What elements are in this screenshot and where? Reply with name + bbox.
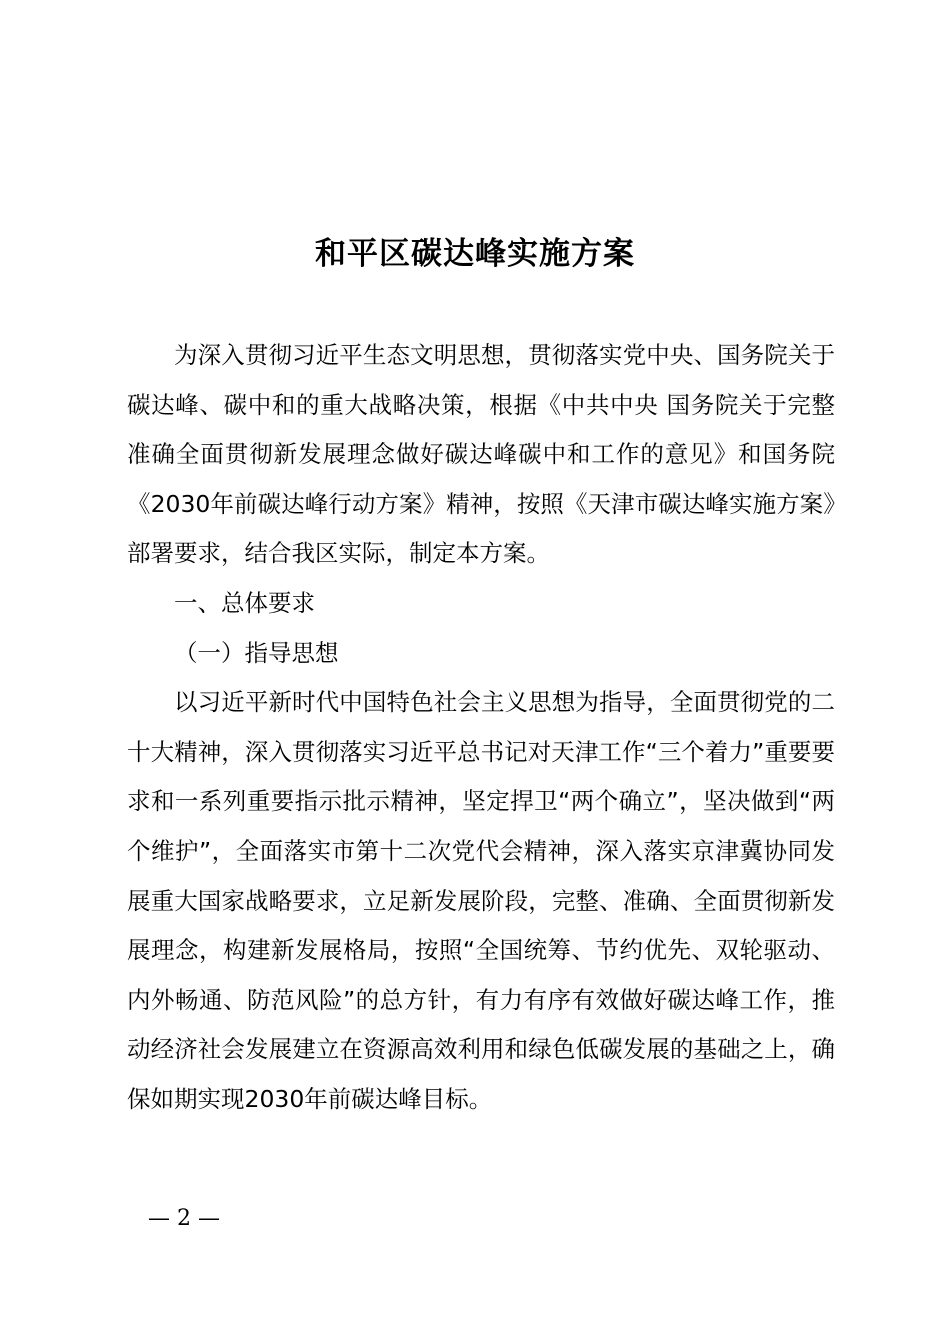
section-heading: 一、总体要求 (174, 588, 315, 617)
subsection-heading: （一）指导思想 (174, 638, 339, 667)
intro-paragraph: 为深入贯彻习近平生态文明思想，贯彻落实党中央、国务院关于碳达峰、碳中和的重大战略决策，根据《中共中央 国务院关于完整准确全面贯彻新发展理念做好碳达峰碳中和工作的意见》和国务院《2030年前碳达峰行动方案》精神，按照《天津市碳达峰实施方案》部署要求，结合我区实际，制定本方案。 (127, 341, 835, 568)
document-body (127, 331, 835, 1125)
guiding-paragraph: 以习近平新时代中国特色社会主义思想为指导，全面贯彻党的二十大精神，深入贯彻落实习近平总书记对天津工作“三个着力”重要要求和一系列重要指示批示精神，坚定捍卫“两个确立”，坚决做到“两个维护”，全面落实市第十二次党代会精神，深入落实京津冀协同发展重大国家战略要求，立足新发展阶段，完整、准确、全面贯彻新发展理念，构建新发展格局，按照“全国统筹、节约优先、双轮驱动、内外畅通、防范风险”的总方针，有力有序有效做好碳达峰工作，推动经济社会发展建立在资源高效利用和绿色低碳发展的基础之上，确保如期实现2030年前碳达峰目标。 (127, 688, 835, 1113)
document-title: 和平区碳达峰实施方案 (315, 236, 635, 272)
page-number: — 2 — (148, 1206, 220, 1231)
